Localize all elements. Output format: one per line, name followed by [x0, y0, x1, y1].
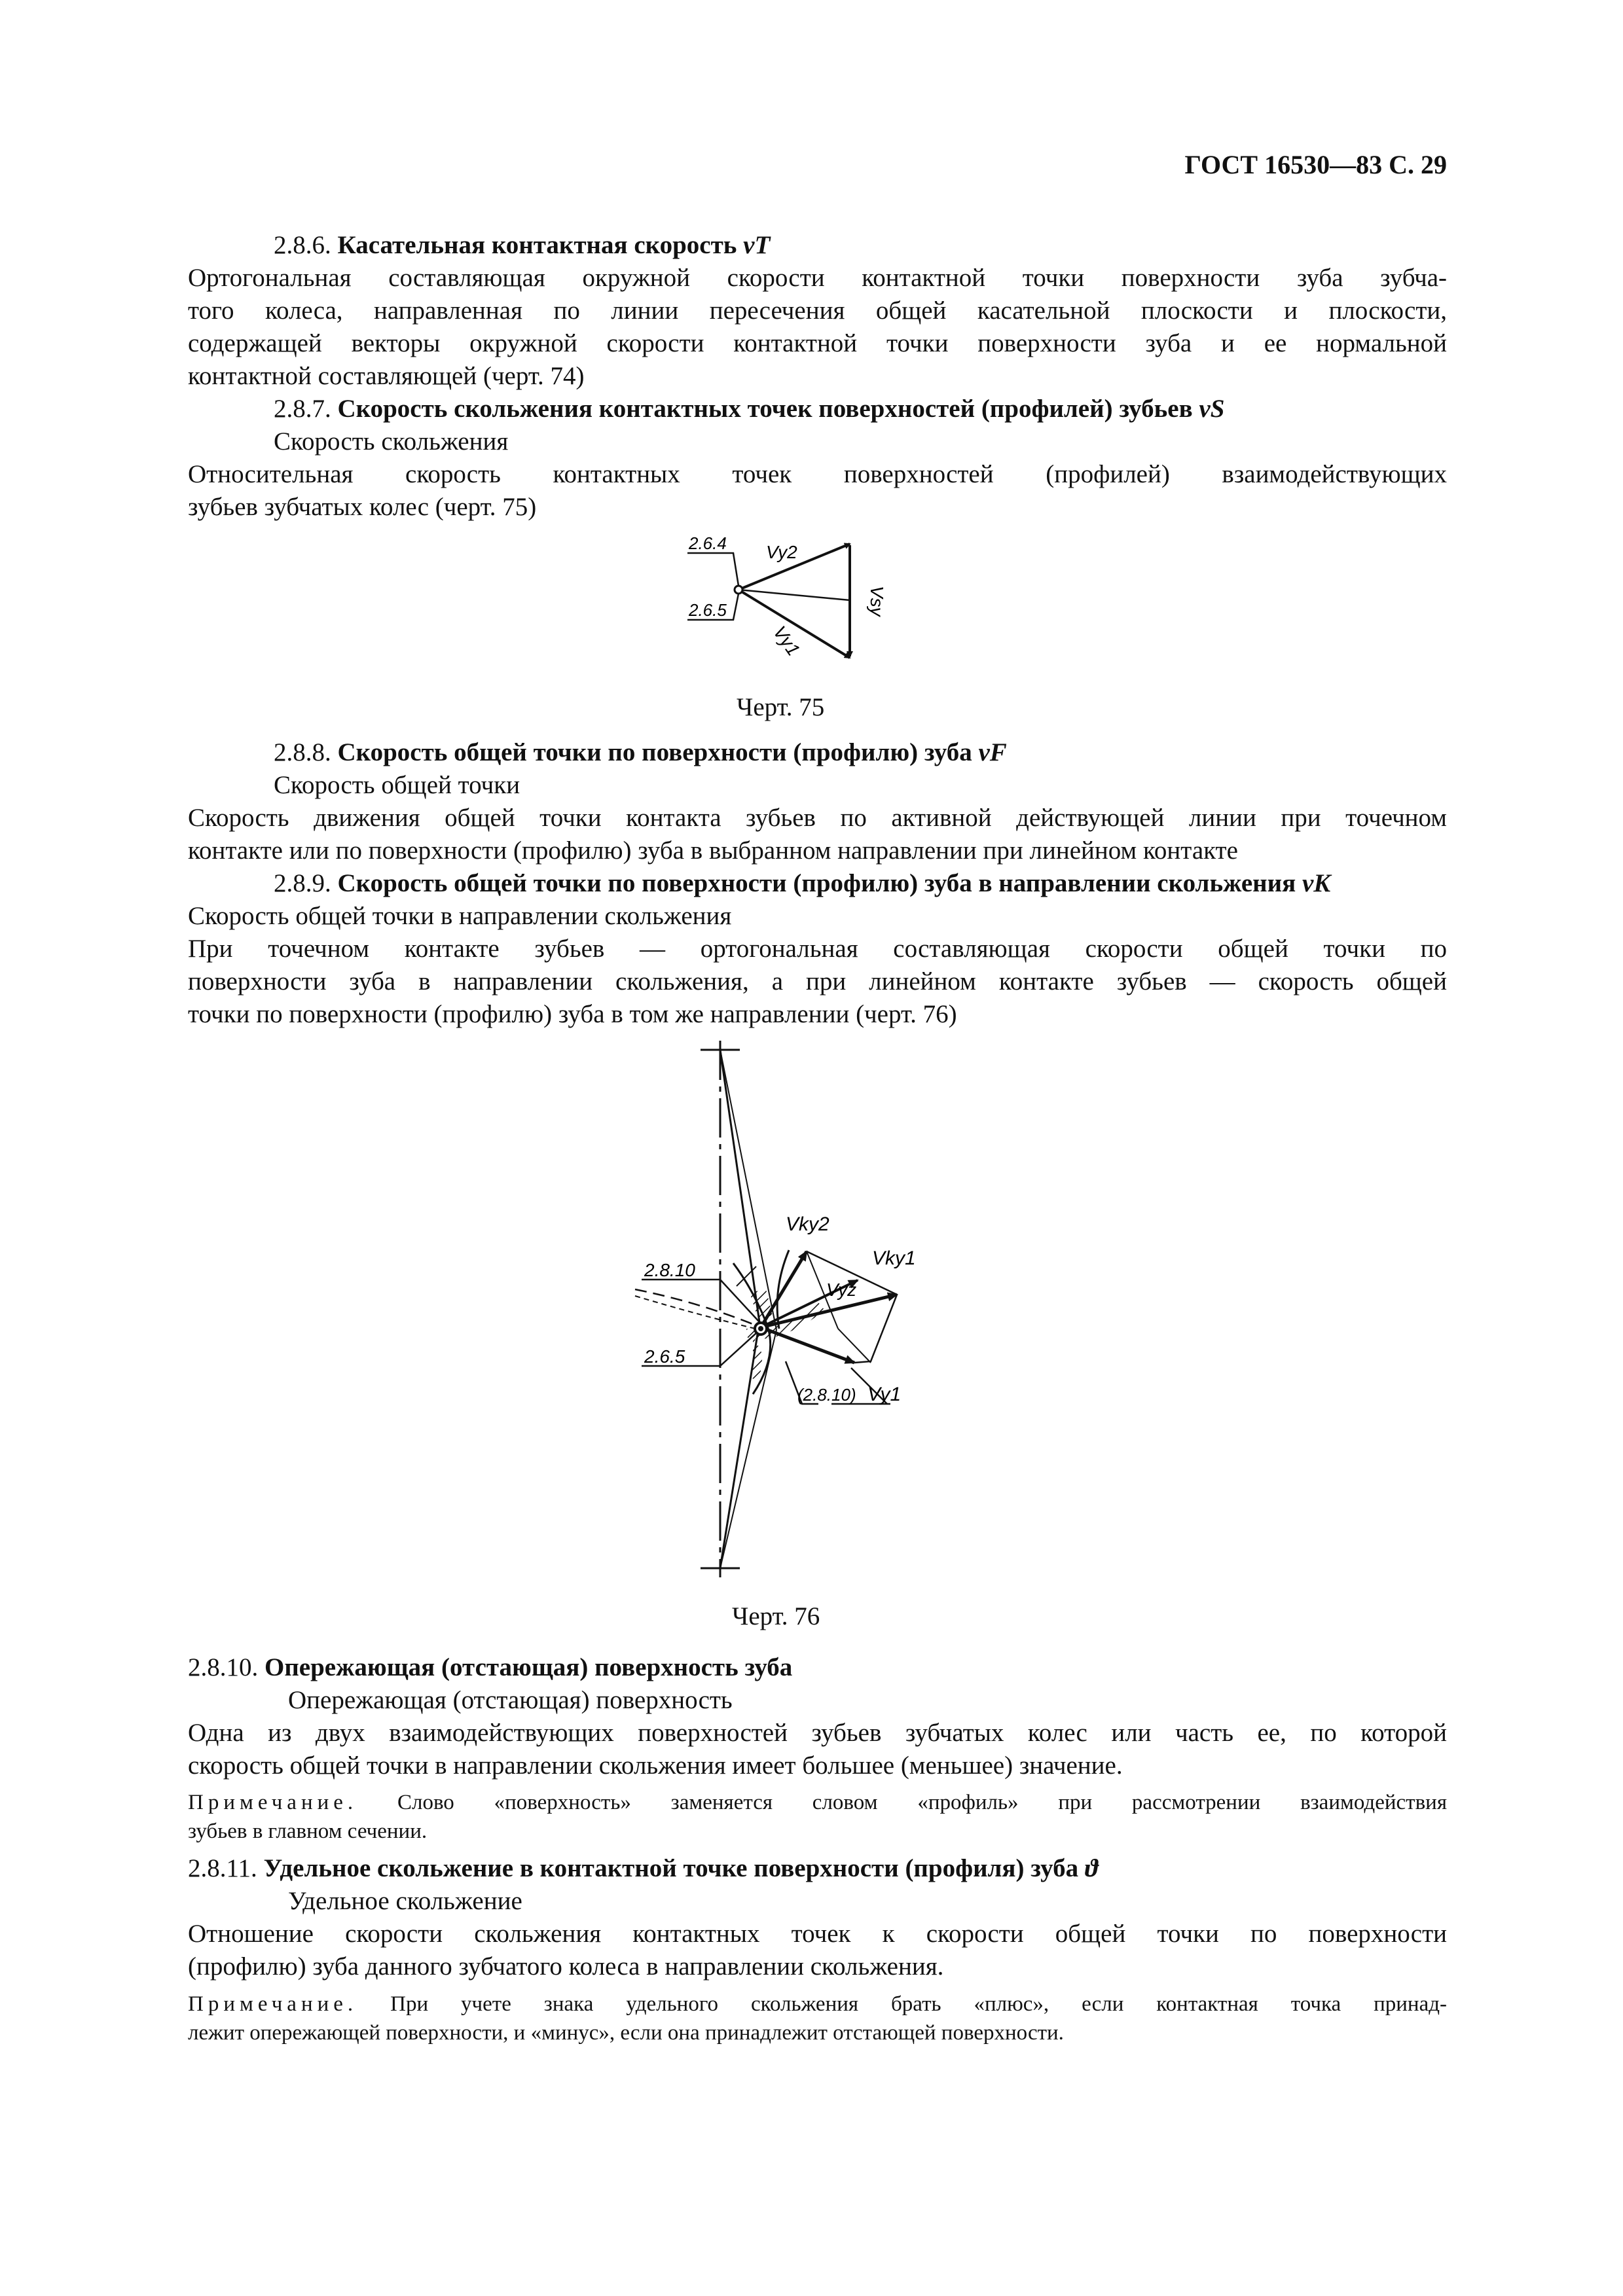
section-2-8-9-heading: 2.8.9. Скорость общей точки по поверхности (профилю) зуба в направлении скольжения vK	[274, 869, 1331, 897]
vector-label-vsy: Vsy	[867, 586, 887, 617]
paragraph-line: скорость общей точки в направлении скольжения имеет большее (меньшее) значение.	[188, 1751, 1123, 1780]
page-header: ГОСТ 16530—83 С. 29	[1184, 150, 1447, 179]
section-2-8-8-heading: 2.8.8. Скорость общей точки по поверхности (профилю) зуба vF	[274, 738, 1007, 766]
figure-75	[674, 533, 910, 684]
paragraph-line: зубьев зубчатых колес (черт. 75)	[188, 493, 537, 521]
paragraph-line: (профилю) зуба данного зубчатого колеса в направлении скольжения.	[188, 1952, 944, 1981]
figure-75-caption: Черт. 75	[737, 693, 825, 721]
section-title: Удельное скольжение в контактной точке поверхности (профиля) зуба	[263, 1854, 1079, 1882]
vector-label-vky2: Vky2	[786, 1213, 830, 1235]
paragraph-line: точки по поверхности (профилю) зуба в том же направлении (черт. 76)	[188, 1000, 957, 1028]
paragraph-line: содержащей векторы окружной скорости контактной точки поверхности зуба и ее нормальной	[188, 329, 1447, 357]
paragraph-line: Одна из двух взаимодействующих поверхностей зубьев зубчатых колес или часть ее, по которой	[188, 1719, 1447, 1747]
section-2-8-11-heading: 2.8.11. Удельное скольжение в контактной точке поверхности (профиля) зуба ϑ	[188, 1854, 1099, 1882]
section-2-8-10-heading: 2.8.10. Опережающая (отстающая) поверхность зуба	[188, 1653, 793, 1681]
section-title: Скорость скольжения контактных точек поверхностей (профилей) зубьев	[337, 395, 1193, 423]
paragraph-line: Отношение скорости скольжения контактных точек к скорости общей точки по поверхности	[188, 1920, 1447, 1948]
label-2-6-5: 2.6.5	[689, 600, 727, 620]
short-term: Удельное скольжение	[288, 1887, 522, 1915]
vector-label-vy1: Vy1	[867, 1384, 902, 1405]
section-symbol: ϑ	[1084, 1854, 1099, 1882]
note-label: Примечание.	[188, 1992, 358, 2016]
vector-label-vy2: Vyz	[826, 1280, 857, 1300]
label-2-8-10: 2.8.10	[644, 1260, 695, 1280]
paragraph-line: Скорость движения общей точки контакта зубьев по активной действующей линии при точечном	[188, 804, 1447, 832]
paragraph-line: поверхности зуба в направлении скольжения, а при линейном контакте зубьев — скорость общей	[188, 967, 1447, 996]
label-2-8-10-paren: (2.8.10)	[797, 1385, 856, 1405]
section-symbol: vF	[978, 738, 1007, 766]
note-line: зубьев в главном сечении.	[188, 1820, 428, 1843]
short-term: Скорость скольжения	[274, 427, 509, 456]
section-title: Касательная контактная скорость	[337, 231, 737, 259]
paragraph-line: контакте или по поверхности (профилю) зуба в выбранном направлении при линейном контакте	[188, 836, 1238, 865]
section-2-8-6-heading: 2.8.6. Касательная контактная скорость vT	[274, 231, 771, 259]
note-line: Примечание. Слово «поверхность» заменяется словом «профиль» при рассмотрении взаимодействия	[188, 1791, 1448, 1814]
section-symbol: vS	[1199, 395, 1225, 423]
paragraph-line: Относительная скорость контактных точек поверхностей (профилей) взаимодействующих	[188, 460, 1447, 488]
paragraph-line: При точечном контакте зубьев — ортогональная составляющая скорости общей точки по	[188, 935, 1447, 963]
short-term: Опережающая (отстающая) поверхность	[288, 1686, 733, 1714]
section-symbol: vK	[1302, 869, 1331, 897]
note-label: Примечание.	[188, 1791, 358, 1814]
short-term: Скорость общей точки в направлении скольжения	[188, 902, 732, 930]
figure-76-caption: Черт. 76	[732, 1602, 820, 1630]
paragraph-line: Ортогональная составляющая окружной скорости контактной точки поверхности зуба зубча-	[188, 264, 1447, 292]
label-2-6-5: 2.6.5	[644, 1346, 685, 1367]
section-title: Скорость общей точки по поверхности (профилю) зуба	[337, 738, 972, 766]
vector-label-vy2: Vy2	[766, 542, 797, 562]
section-symbol: vT	[743, 231, 771, 259]
label-2-6-4: 2.6.4	[689, 533, 727, 553]
vector-label-vy1: Vy1	[769, 622, 804, 660]
note-line: Примечание. При учете знака удельного скольжения брать «плюс», если контактная точка принад-	[188, 1992, 1448, 2016]
section-title: Скорость общей точки по поверхности (профилю) зуба в направлении скольжения	[337, 869, 1296, 897]
vector-label-vky1: Vky1	[872, 1247, 916, 1269]
short-term: Скорость общей точки	[274, 771, 520, 799]
section-2-8-7-heading: 2.8.7. Скорость скольжения контактных точек поверхностей (профилей) зубьев vS	[274, 395, 1225, 423]
figure-76	[622, 1028, 989, 1590]
note-line: лежит опережающей поверхности, и «минус», если она принадлежит отстающей поверхности.	[188, 2021, 1064, 2045]
paragraph-line: того колеса, направленная по линии пересечения общей касательной плоскости и плоскости,	[188, 296, 1447, 325]
section-title: Опережающая (отстающая) поверхность зуба	[264, 1653, 793, 1681]
paragraph-line: контактной составляющей (черт. 74)	[188, 362, 585, 390]
